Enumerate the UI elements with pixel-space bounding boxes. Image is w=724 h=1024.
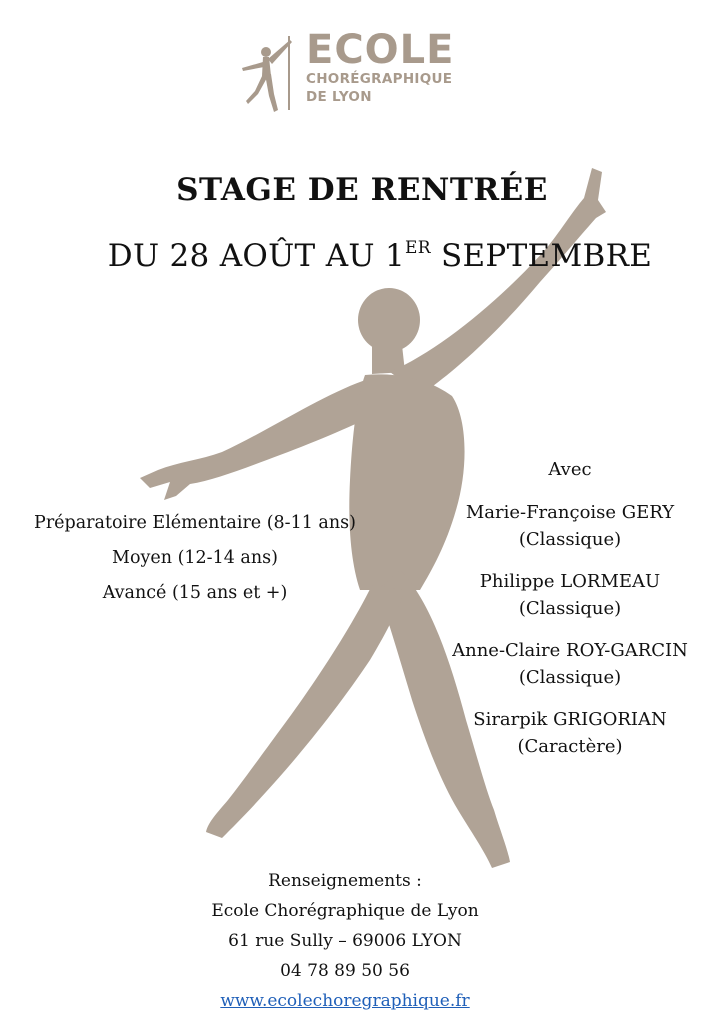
teacher-item [420,637,720,691]
page-title: STAGE DE RENTRÉE [176,172,548,208]
contact-phone: 04 78 89 50 56 [280,961,410,981]
logo-choregraphique: CHORÉGRAPHIQUE [306,71,453,87]
teacher-name: Philippe LORMEAU [479,571,661,592]
level-item: Préparatoire Elémentaire (8-11 ans) [34,513,356,533]
teacher-name: Marie-Françoise GERY [465,502,675,523]
logo-text [306,27,455,106]
dancer-logo-icon [238,36,294,114]
teacher-name: Anne-Claire ROY-GARCIN [452,640,688,661]
teachers-list [420,456,720,775]
teacher-style: (Classique) [518,529,622,550]
dates-superscript: ER [404,238,431,258]
contact-label: Renseignements : [268,871,422,891]
dates-suffix: SEPTEMBRE [430,238,653,274]
teacher-style: (Caractère) [517,736,623,757]
level-item: Avancé (15 ans et +) [102,583,288,603]
contact-address: 61 rue Sully – 69006 LYON [228,931,462,951]
logo-de-lyon: DE LYON [306,89,372,105]
teacher-item [420,568,720,622]
logo-ecole: ECOLE [306,27,455,73]
logo-divider [288,36,290,110]
stage-dates [0,238,724,274]
contact-org: Ecole Chorégraphique de Lyon [211,901,479,921]
levels-list [10,506,380,611]
teacher-style: (Classique) [518,667,622,688]
teacher-name: Sirarpik GRIGORIAN [473,709,667,730]
teacher-style: (Classique) [518,598,622,619]
teachers-intro: Avec [548,459,592,480]
contact-block [0,866,690,1016]
teacher-item [420,499,720,553]
dates-prefix: DU 28 AOÛT AU 1 [107,238,405,274]
level-item: Moyen (12-14 ans) [112,548,278,568]
website-link[interactable]: www.ecolechoregraphique.fr [220,991,470,1011]
teacher-item [420,706,720,760]
